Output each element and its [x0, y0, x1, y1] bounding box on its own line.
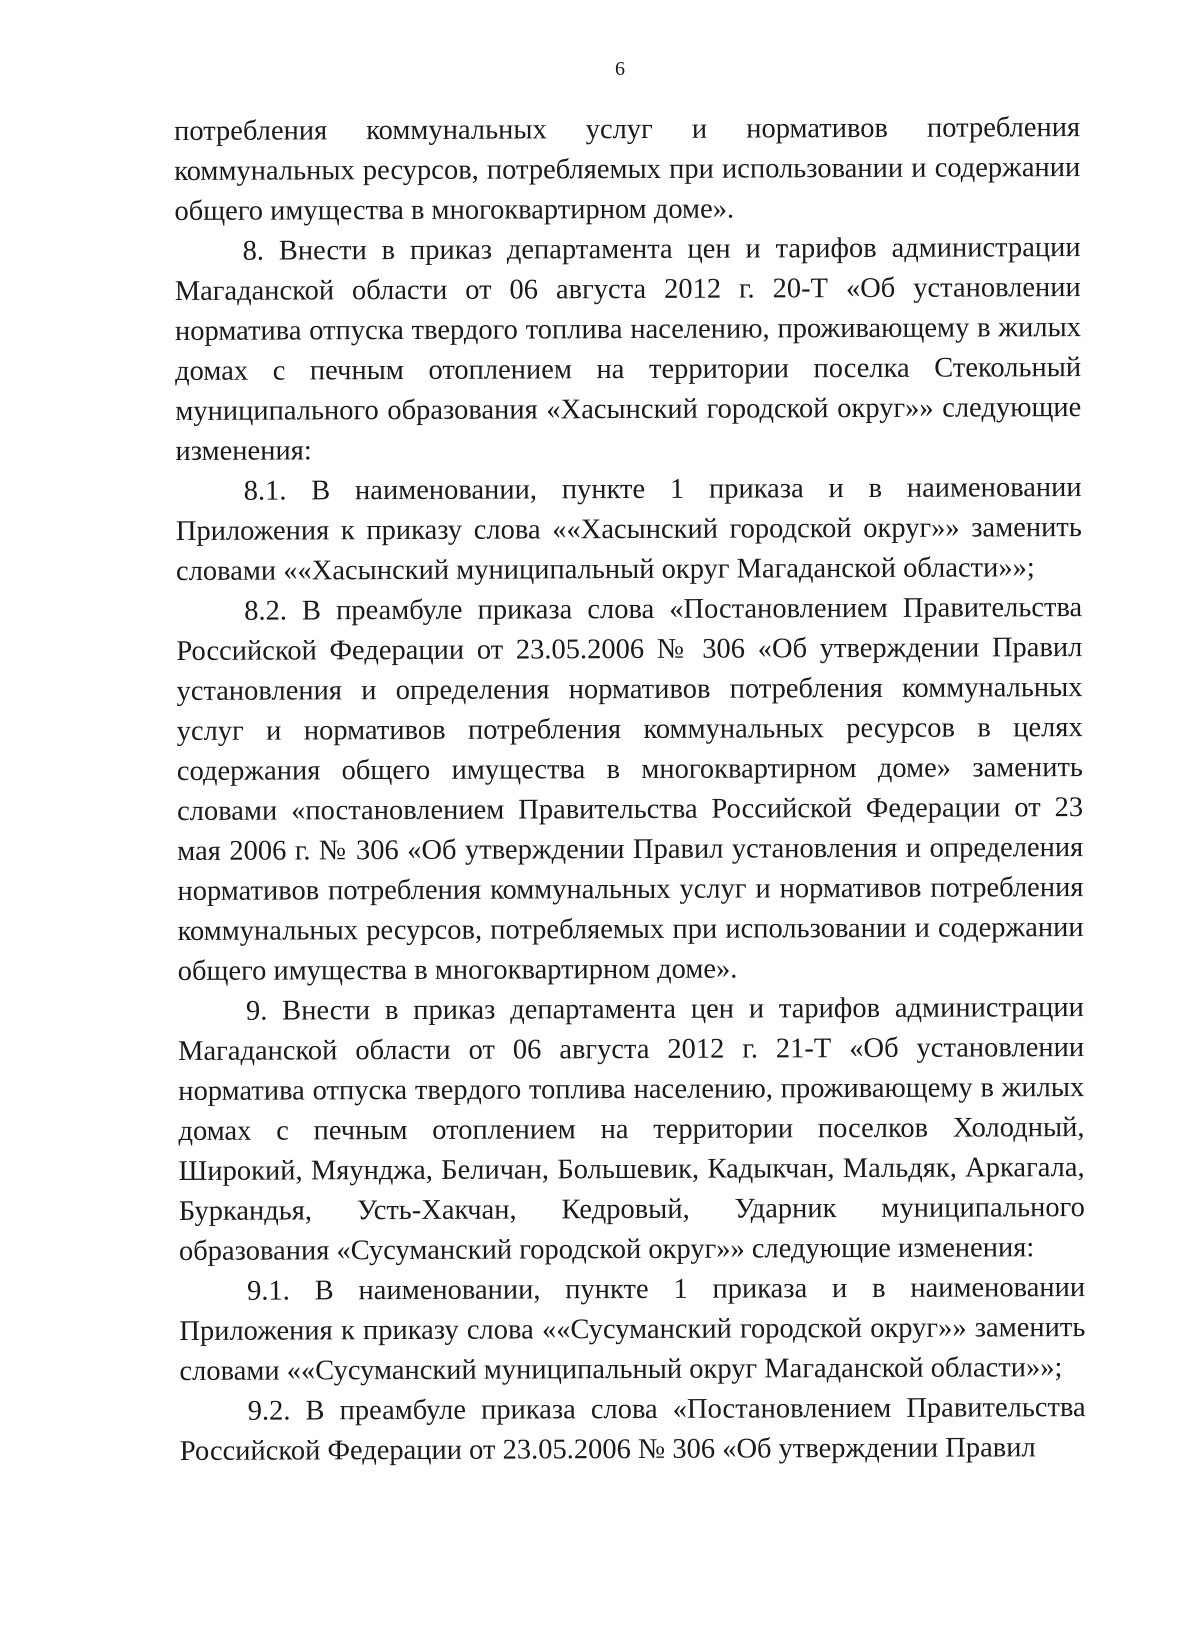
paragraph-item-9: 9. Внести в приказ департамента цен и тарифов администрации Магаданской области от 06 августа 2012 г. 21-Т «Об установлении норматива отпуска твердого топлива населению, проживающему в жилых домах с печным отоплением на территории поселков Холодный, Широкий, Мяунджа, Беличан, Большевик, Кадыкчан, Мальдяк, Аркагала, Буркандья, Усть-Хакчан, Кедровый, Ударник муниципального образования «Сусуманский городской округ»» следующие изменения:: [178, 992, 1085, 1267]
paragraph-continuation: потребления коммунальных услуг и нормативов потребления коммунальных ресурсов, потребляемых при использовании и содержании общего имущества в многоквартирном доме».: [174, 112, 1081, 227]
paragraph-item-9-2: 9.2. В преамбуле приказа слова «Постановлением Правительства Российской Федерации от 23.05.2006 № 306 «Об утверждении Правил: [179, 1392, 1086, 1467]
paragraph-item-8-1: 8.1. В наименовании, пункте 1 приказа и в наименовании Приложения к приказу слова ««Хасынский городской округ»» заменить словами ««Хасынский муниципальный округ Магаданской области»»;: [175, 472, 1082, 587]
paragraph-item-9-1: 9.1. В наименовании, пункте 1 приказа и в наименовании Приложения к приказу слова ««Сусуманский городской округ»» заменить словами ««Сусуманский муниципальный округ Магаданской области»»;: [179, 1272, 1086, 1387]
paragraph-item-8-2: 8.2. В преамбуле приказа слова «Постановлением Правительства Российской Федерации от 23.05.2006 № 306 «Об утверждении Правил установления и определения нормативов потребления коммунальных услуг и нормативов потребления коммунальных ресурсов в целях содержания общего имущества в многоквартирном доме» заменить словами «постановлением Правительства Российской Федерации от 23 мая 2006 г. № 306 «Об утверждении Правил установления и определения нормативов потребления коммунальных услуг и нормативов потребления коммунальных ресурсов, потребляемых при использовании и содержании общего имущества в многоквартирном доме».: [176, 592, 1084, 987]
document-body: [174, 108, 1086, 1472]
paragraph-item-8: 8. Внести в приказ департамента цен и тарифов администрации Магаданской области от 06 августа 2012 г. 20-Т «Об установлении норматива отпуска твердого топлива населению, проживающему в жилых домах с печным отоплением на территории поселка Стекольный муниципального образования «Хасынский городской округ»» следующие изменения:: [174, 232, 1082, 467]
page-number: 6: [615, 58, 625, 80]
